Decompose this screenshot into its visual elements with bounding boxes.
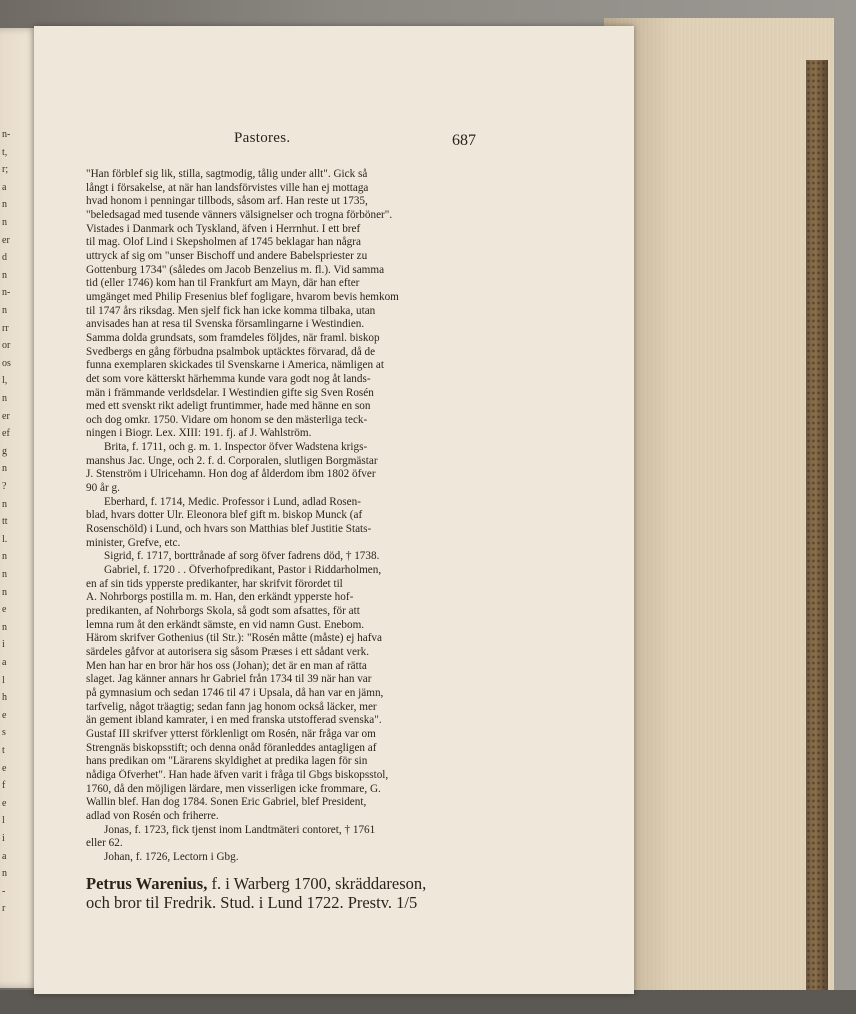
text-line: Samma dolda grundsats, som framdeles följdes, när framl. biskop bbox=[86, 331, 380, 344]
prev-page-fragment: d bbox=[2, 252, 7, 264]
text-line: umgänget med Philip Fresenius blef fogligare, hvarom bevis hemkom bbox=[86, 290, 399, 303]
book-cover-edge bbox=[806, 60, 828, 990]
text-line: uttryck af sig om "unser Bischoff und andere Babelspriester zu bbox=[86, 249, 368, 262]
text-line: til mag. Olof Lind i Skepsholmen af 1745 beklagar han några bbox=[86, 236, 361, 249]
prev-page-fragment: n bbox=[2, 586, 7, 598]
prev-page-fragment: n bbox=[2, 217, 7, 228]
prev-page-fragment: l bbox=[2, 815, 5, 827]
prev-page-fragment: n bbox=[2, 868, 7, 880]
prev-page-fragment: n bbox=[2, 199, 7, 211]
book-page bbox=[34, 26, 634, 994]
text-line: slaget. Jag känner annars hr Gabriel från 1734 til 39 när han var bbox=[86, 673, 372, 686]
entry-birth: f. i Warberg 1700, skräddareson, bbox=[207, 874, 427, 894]
text-line: med ett svenskt rikt adeligt fruntimmer, hade med hänne en son bbox=[86, 400, 371, 413]
prev-page-fragment: n bbox=[2, 621, 7, 633]
prev-page-fragment: n bbox=[2, 551, 7, 563]
page-number: 687 bbox=[452, 132, 476, 149]
text-line: hvad honom i penningar tillbods, såsom arf. Han reste ut 1735, bbox=[86, 195, 368, 208]
text-line: J. Stenström i Ulricehamn. Hon dog af ålderdom ibm 1802 öfver bbox=[86, 468, 376, 481]
prev-page-fragment: f bbox=[2, 780, 6, 792]
prev-page-fragment: er bbox=[2, 234, 10, 246]
prev-page-fragment: s bbox=[2, 727, 6, 739]
prev-page-fragment: g bbox=[2, 445, 7, 457]
text-line: Johan, f. 1726, Lectorn i Gbg. bbox=[104, 850, 239, 863]
text-line: Men han har en bror här hos oss (Johan); det är en man af rätta bbox=[86, 659, 367, 672]
text-line: långt i försakelse, at när han landsförvistes ville han ej mottaga bbox=[86, 181, 369, 194]
text-line: än gement ibland kamrater, i en med franska utstofferad svenska". bbox=[86, 714, 382, 727]
text-line: en af sin tids ypperste predikanter, har skrifvit förordet til bbox=[86, 577, 343, 590]
text-line: Härom skrifver Gothenius (til Str.): "Rosén måtte (måste) ej hafva bbox=[86, 632, 382, 645]
prev-page-fragment: er bbox=[2, 410, 10, 422]
prev-page-fragment: a bbox=[2, 657, 7, 668]
text-line: tid (eller 1746) kom han til Frankfurt am Mayn, där han efter bbox=[86, 277, 360, 290]
prev-page-fragment: e bbox=[2, 709, 7, 721]
prev-page-fragment: rr bbox=[2, 322, 9, 334]
text-line: män i främmande verldsdelar. I Westindien gifte sig Sven Rosén bbox=[86, 386, 374, 399]
prev-page-fragment: e bbox=[2, 797, 7, 809]
text-line: det som vore kätterskt härhemma kunde vara godt nog åt lands- bbox=[86, 372, 371, 385]
text-line: blad, hvars dotter Ulr. Eleonora blef gift m. biskop Munck (af bbox=[86, 509, 363, 522]
prev-page-fragment: - bbox=[2, 885, 6, 897]
prev-page-fragment: e bbox=[2, 604, 7, 616]
entry-heading bbox=[86, 874, 510, 893]
text-line: Rosenschöld) i Lund, och hvars son Matthias blef Justitie Stats- bbox=[86, 523, 372, 536]
text-line: Svedbergs en gång förbudna psalmbok uptäcktes förvarad, då de bbox=[86, 345, 376, 358]
text-line: 1760, då den möjligen lärdare, men visserligen icke frommare, G. bbox=[86, 782, 381, 795]
text-line: Sigrid, f. 1717, borttrånade af sorg öfver fadrens död, † 1738. bbox=[104, 550, 380, 563]
text-line: Eberhard, f. 1714, Medic. Professor i Lund, adlad Rosen- bbox=[104, 495, 361, 508]
prev-page-fragment: l bbox=[2, 674, 5, 686]
prev-page-fragment: l. bbox=[2, 533, 8, 545]
text-line: Jonas, f. 1723, fick tjenst inom Landtmäteri contoret, † 1761 bbox=[104, 823, 376, 836]
prev-page-fragment: ? bbox=[2, 481, 7, 492]
text-line: ningen i Biogr. Lex. XIII: 191. fj. af J. Wahlström. bbox=[86, 427, 312, 440]
prev-page-fragment: n bbox=[2, 393, 7, 404]
prev-page-fragment: n bbox=[2, 498, 7, 510]
entry-name: Petrus Warenius, bbox=[86, 874, 208, 894]
text-line: "beledsagad med tusende vänners välsignelser och trogna förböner". bbox=[86, 208, 393, 221]
prev-page-fragment: r; bbox=[2, 164, 9, 176]
text-line: Gabriel, f. 1720 . . Öfverhofpredikant, Pastor i Riddarholmen, bbox=[104, 564, 382, 577]
text-line: predikanten, af Nohrborgs Skola, så godt som afsattes, för att bbox=[86, 605, 360, 617]
entry-line-2: och bror til Fredrik. Stud. i Lund 1722. Prestv. 1/5 bbox=[86, 893, 418, 913]
running-head: Pastores. bbox=[234, 130, 291, 146]
text-line: och dog omkr. 1750. Vidare om honom se den mästerliga teck- bbox=[86, 413, 368, 426]
text-line: nådiga Öfverhet". Han hade äfven varit i fråga til Gbgs biskopsstol, bbox=[86, 768, 389, 781]
body-text bbox=[86, 168, 510, 912]
text-line: anvisades han at resa til Svenska församlingarne i Westindien. bbox=[86, 318, 365, 331]
text-line: adlad von Rosén och friherre. bbox=[86, 809, 219, 822]
text-line: "Han förblef sig lik, stilla, sagtmodig, tålig under allt". Gick så bbox=[86, 168, 368, 180]
prev-page-fragment: t, bbox=[2, 146, 8, 158]
prev-page-fragment: n- bbox=[2, 287, 11, 299]
text-line: Vistades i Danmark och Tyskland, äfven i Herrnhut. I ett bref bbox=[86, 222, 361, 235]
prev-page-fragment: i bbox=[2, 833, 5, 844]
prev-page-fragment: n bbox=[2, 569, 7, 580]
text-line: Gustaf III skrifver ytterst förklenligt om Rosén, när fråga var om bbox=[86, 727, 376, 740]
prev-page-fragment: e bbox=[2, 762, 7, 774]
text-line: 90 år g. bbox=[86, 482, 120, 495]
text-line: eller 62. bbox=[86, 837, 123, 850]
text-line: Wallin blef. Han dog 1784. Sonen Eric Gabriel, blef President, bbox=[86, 796, 367, 809]
prev-page-fragment: r bbox=[2, 903, 6, 915]
text-line: på gymnasium och sedan 1746 til 47 i Upsala, då han var en jämn, bbox=[86, 686, 384, 699]
text-line: särdeles gåfvor at autorisera sig såsom Præses i ett sådant verk. bbox=[86, 645, 370, 658]
text-line: Brita, f. 1711, och g. m. 1. Inspector öfver Wadstena krigs- bbox=[104, 441, 368, 454]
text-line: Gottenburg 1734" (således om Jacob Benzelius m. fl.). Vid samma bbox=[86, 263, 385, 276]
prev-page-fragment: tt bbox=[2, 516, 8, 528]
text-line: hans predikan om "Lärarens skyldighet at predika lagen för sin bbox=[86, 755, 368, 768]
prev-page-fragment: i bbox=[2, 639, 5, 651]
prev-page-fragment: n bbox=[2, 463, 7, 475]
text-line: Strengnäs biskopsstift; och denna onåd föranleddes antagligen af bbox=[86, 741, 377, 754]
prev-page-fragment: n- bbox=[2, 129, 11, 140]
text-line: minister, Grefve, etc. bbox=[86, 536, 181, 549]
page-header bbox=[34, 130, 634, 150]
prev-page-fragment: or bbox=[2, 340, 11, 352]
text-line: til 1747 års riksdag. Men sjelf fick han icke komma tilbaka, utan bbox=[86, 304, 376, 317]
text-line: tarfvelig, något träagtig; sedan fann jag honom också läcker, mer bbox=[86, 700, 377, 713]
text-line: lemna rum åt den erkändt sämste, en vid namn Gust. Enebom. bbox=[86, 618, 365, 631]
prev-page-fragment: ef bbox=[2, 428, 10, 440]
text-line: manshus Jac. Unge, och 2. f. d. Corporalen, slutligen Borgmästar bbox=[86, 454, 378, 467]
prev-page-fragment: a bbox=[2, 181, 7, 193]
prev-page-fragment: os bbox=[2, 357, 11, 369]
prev-page-fragment: a bbox=[2, 850, 7, 862]
prev-page-fragment: l, bbox=[2, 375, 8, 387]
prev-page-fragment: n bbox=[2, 305, 7, 316]
prev-page-fragment: h bbox=[2, 692, 7, 704]
prev-page-fragment: n bbox=[2, 269, 7, 281]
text-line: A. Nohrborgs postilla m. m. Han, den erkändt ypperste hof- bbox=[86, 591, 354, 604]
prev-page-fragment: t bbox=[2, 745, 5, 756]
text-line: funna exemplaren skickades til Svenskarne i America, nämligen at bbox=[86, 359, 384, 372]
